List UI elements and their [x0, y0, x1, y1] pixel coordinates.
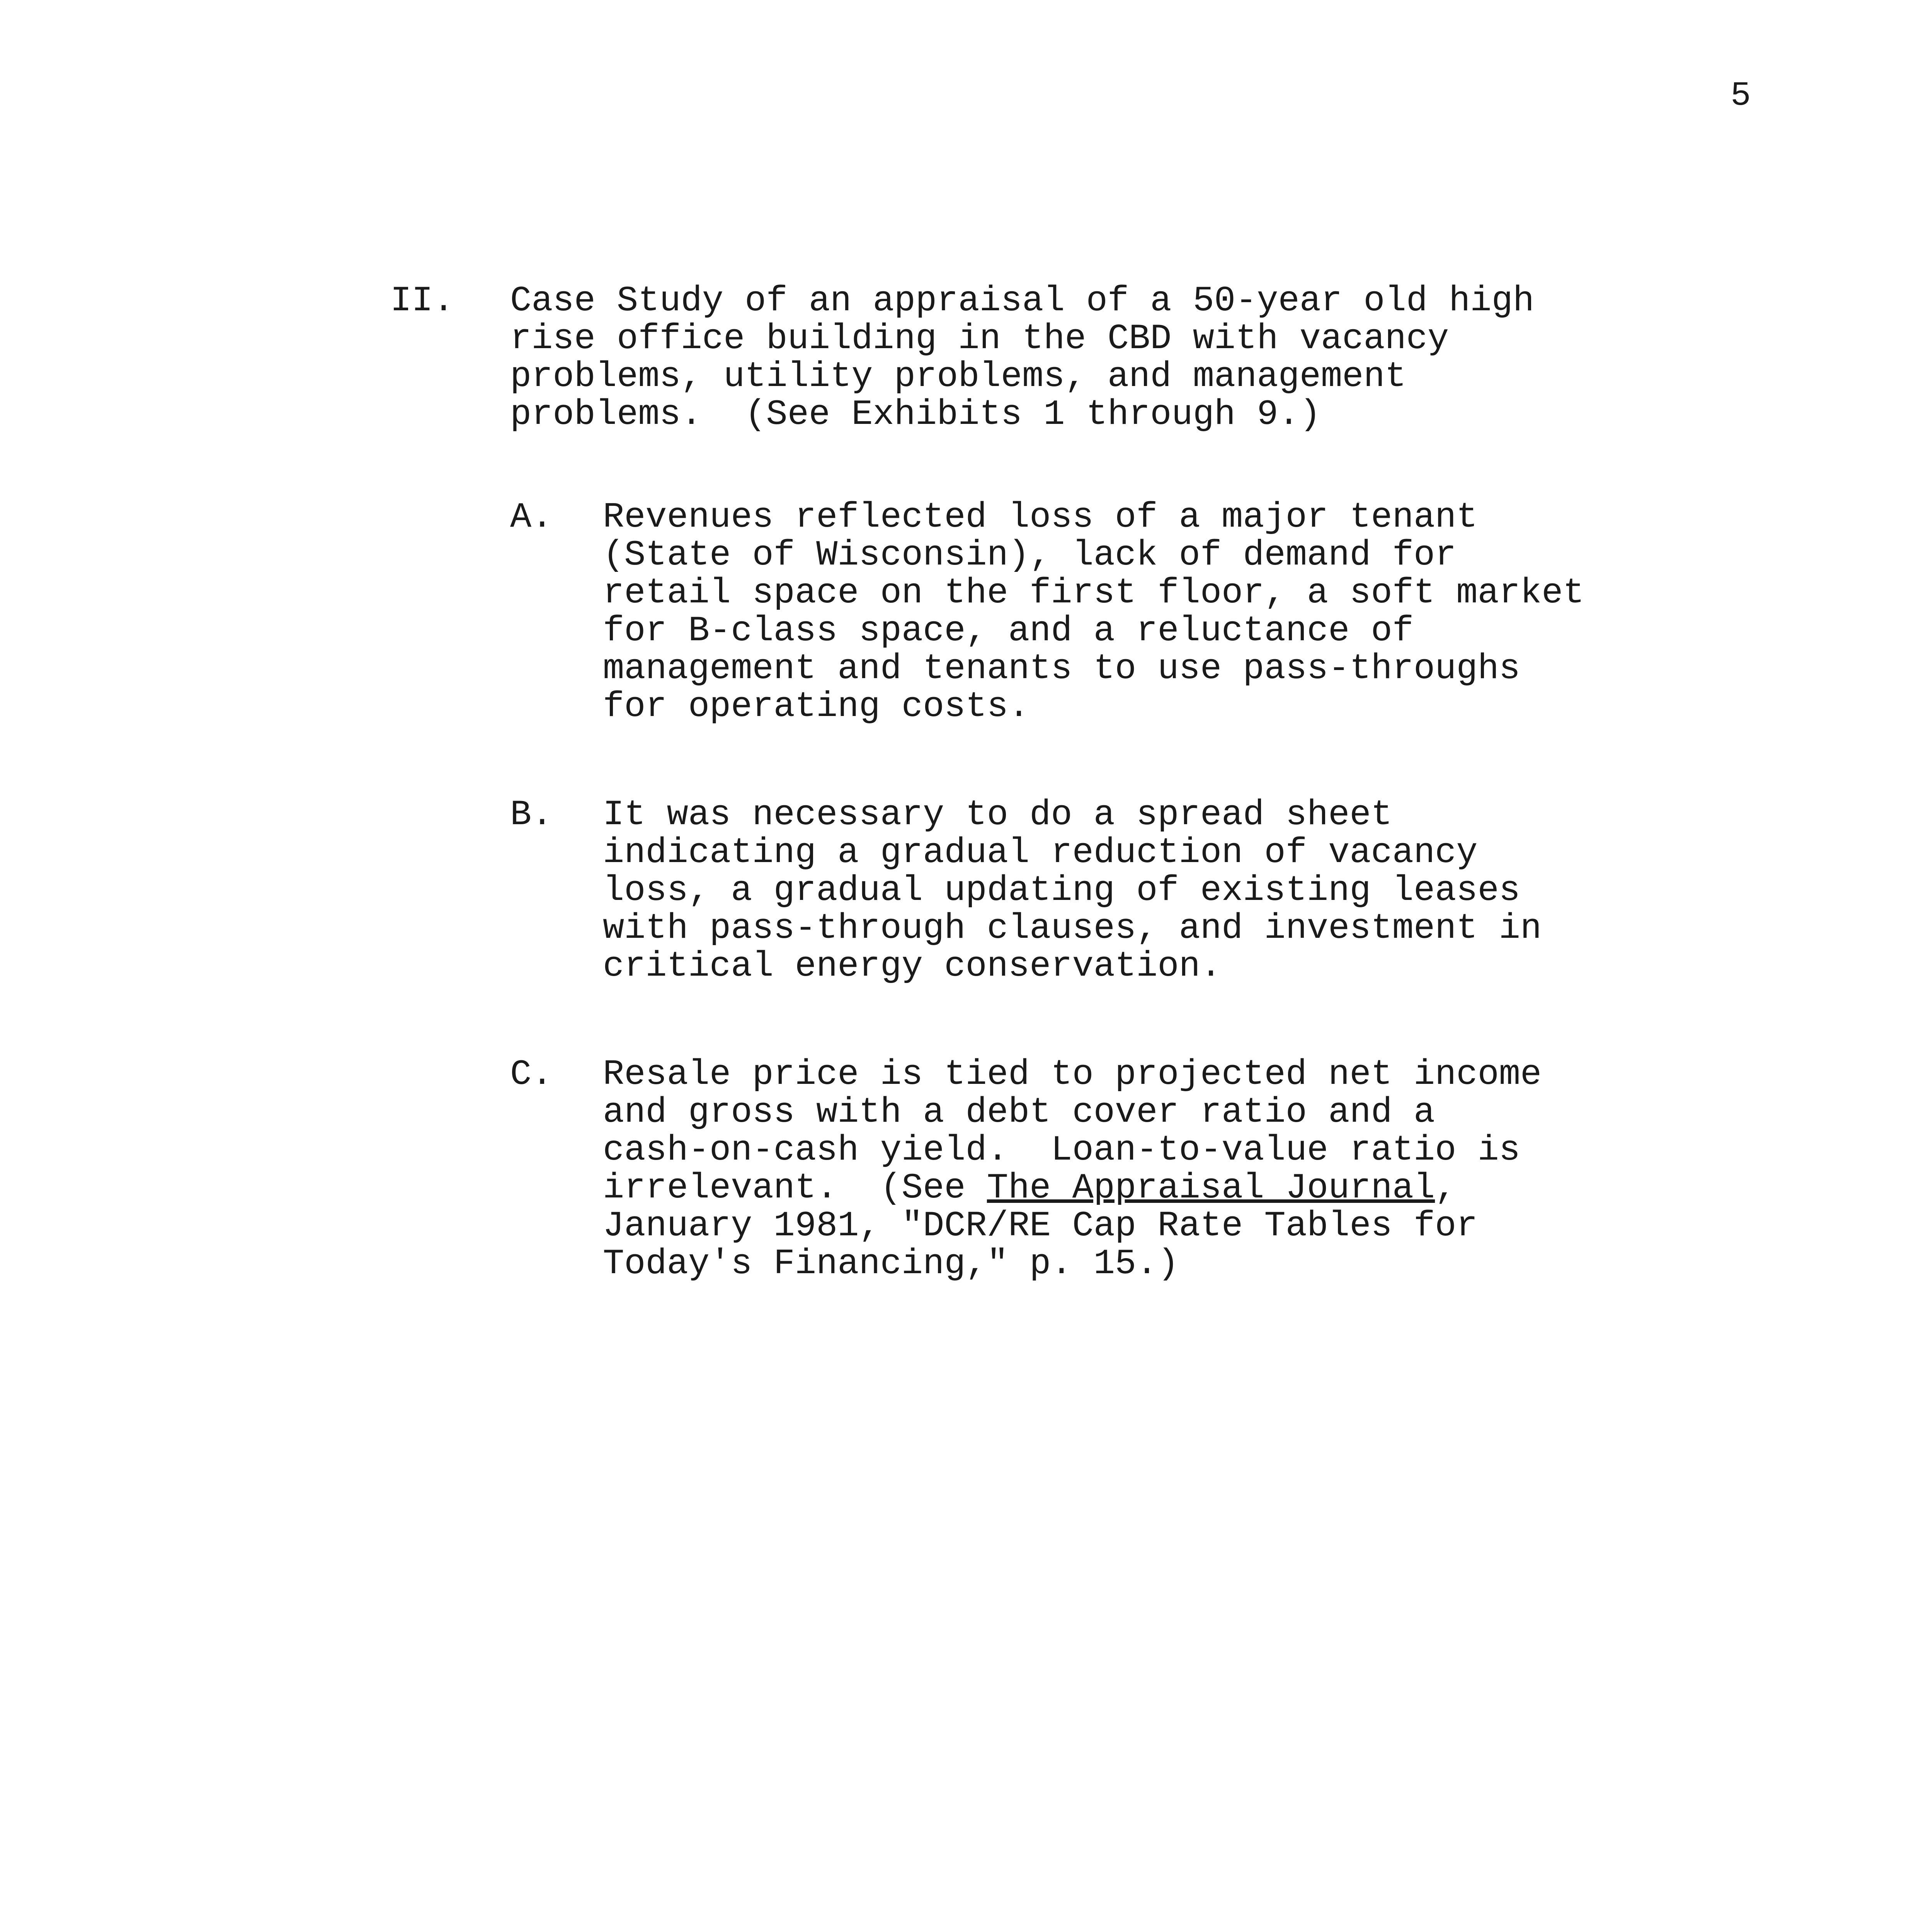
subsection-a	[510, 498, 1724, 726]
subsection-line: indicating a gradual reduction of vacancy	[603, 832, 1478, 873]
subsection-line: Today's Financing," p. 15.)	[603, 1243, 1179, 1284]
subsection-line: for operating costs.	[603, 686, 1030, 727]
section-line: problems. (See Exhibits 1 through 9.)	[510, 394, 1321, 435]
subsection-line: for B-class space, and a reluctance of	[603, 611, 1414, 651]
section-ii	[390, 282, 1724, 1283]
subsection-marker: B.	[510, 794, 553, 835]
section-marker: II.	[390, 281, 454, 321]
subsection-reference-line	[603, 1169, 1724, 1207]
subsection-line: Resale price is tied to projected net income	[603, 1054, 1542, 1095]
subsection-line: Revenues reflected loss of a major tenant	[603, 497, 1478, 537]
section-line: problems, utility problems, and management	[510, 356, 1406, 397]
subsection-line: with pass-through clauses, and investment in	[603, 908, 1542, 949]
subsection-line: January 1981, "DCR/RE Cap Rate Tables for	[603, 1206, 1478, 1246]
page-number: 5	[1731, 77, 1751, 115]
journal-title: The Appraisal Journal	[987, 1168, 1435, 1208]
section-line: rise office building in the CBD with vacancy	[510, 318, 1449, 359]
subsection-line: loss, a gradual updating of existing leases	[603, 870, 1520, 911]
subsection-line: cash-on-cash yield. Loan-to-value ratio is	[603, 1130, 1520, 1170]
reference-suffix: ,	[1435, 1168, 1457, 1208]
subsection-line: It was necessary to do a spread sheet	[603, 794, 1392, 835]
subsection-line: critical energy conservation.	[603, 946, 1222, 986]
reference-prefix: irrelevant. (See	[603, 1168, 987, 1208]
subsection-marker: A.	[510, 497, 553, 537]
subsection-line: management and tenants to use pass-throughs	[603, 648, 1520, 689]
subsection-line: retail space on the first floor, a soft market	[603, 573, 1584, 613]
subsection-marker: C.	[510, 1054, 553, 1095]
subsection-list	[510, 498, 1724, 1283]
subsection-line: and gross with a debt cover ratio and a	[603, 1092, 1435, 1133]
subsection-c	[510, 1056, 1724, 1283]
section-line: Case Study of an appraisal of a 50-year old high	[510, 281, 1535, 321]
subsection-b	[510, 796, 1724, 985]
subsection-line: (State of Wisconsin), lack of demand for	[603, 535, 1457, 575]
section-ii-body	[390, 282, 1724, 434]
